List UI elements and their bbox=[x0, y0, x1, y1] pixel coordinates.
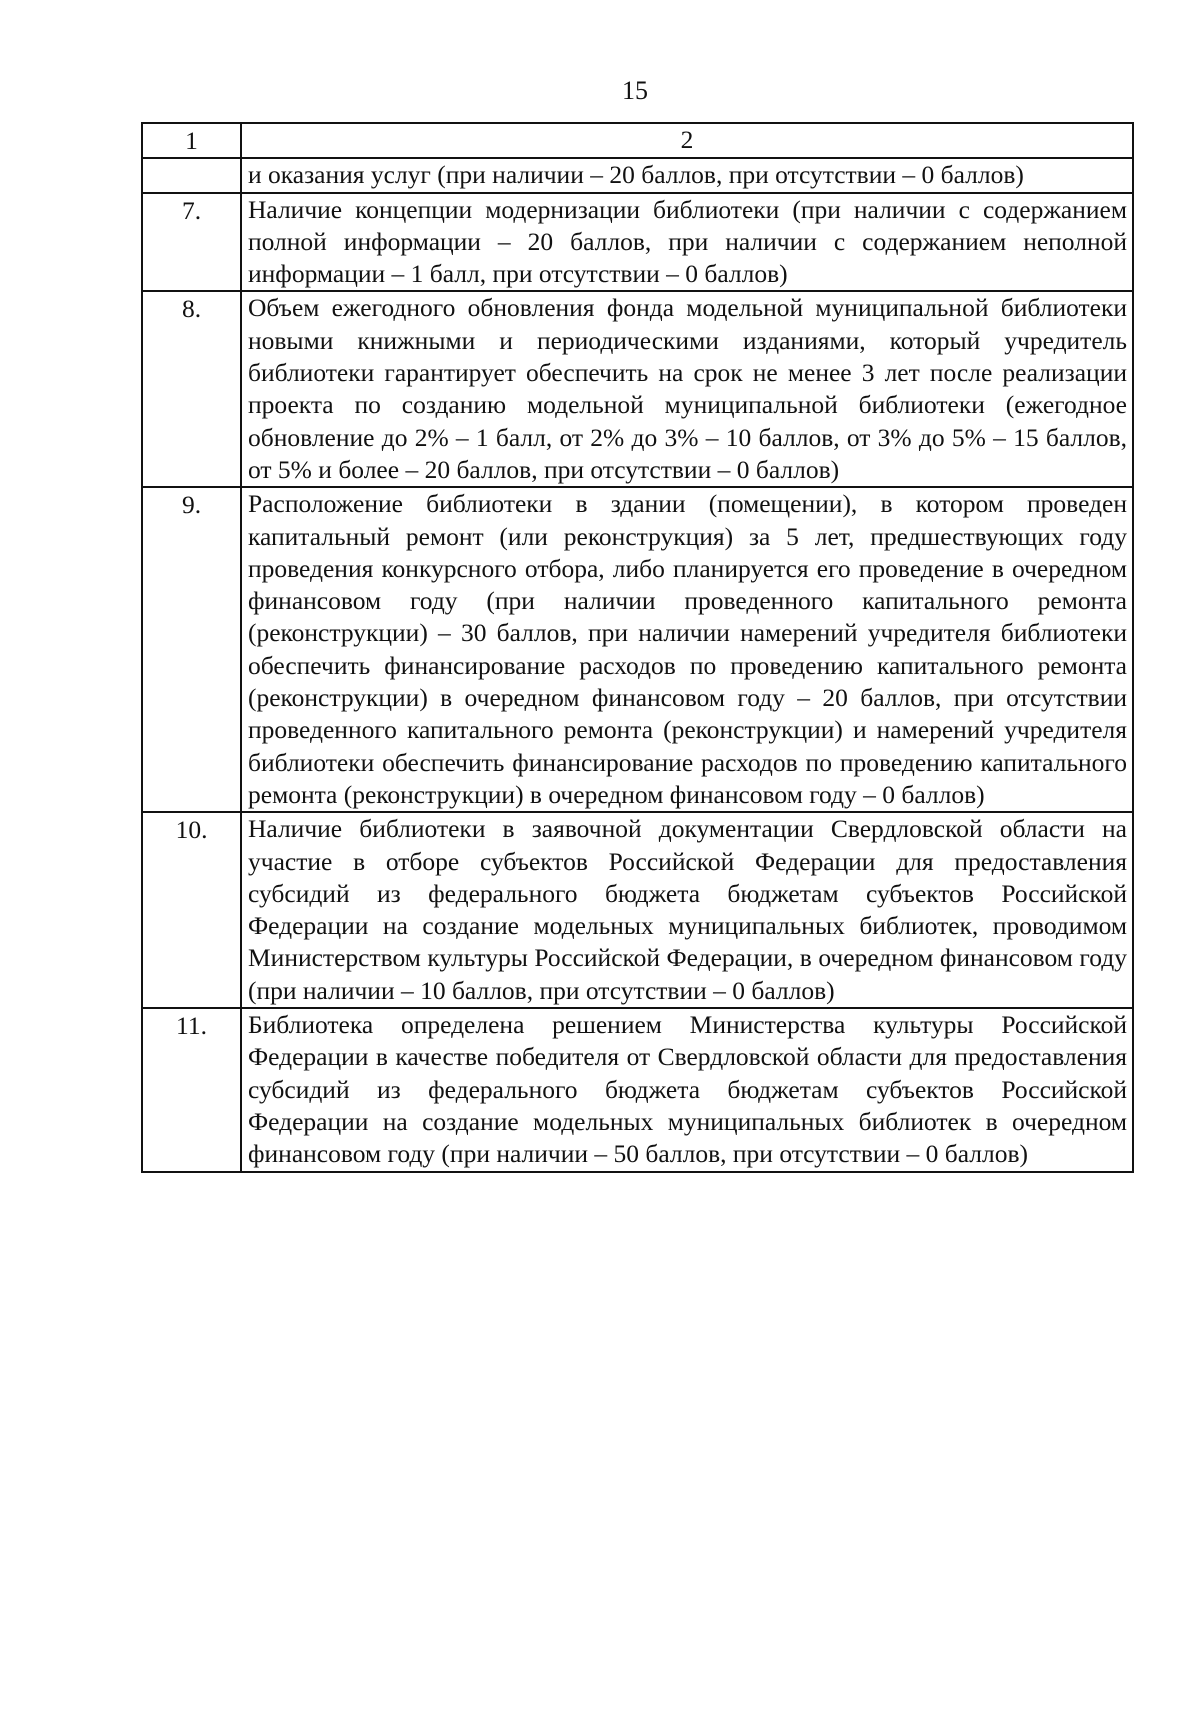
column-text-header: 2 bbox=[241, 123, 1133, 158]
row-number: 10. bbox=[142, 812, 241, 1008]
row-number: 7. bbox=[142, 193, 241, 292]
row-text: Библиотека определена решением Министерства культуры Российской Федерации в качестве победителя от Свердловской области для предоставления субсидий из федерального бюджета бюджетам субъектов Российской Федерации на создание модельных муниципальных библиотек в очередном финансовом году (при наличии – 50 баллов, при отсутствии – 0 баллов) bbox=[241, 1008, 1133, 1171]
row-number: 11. bbox=[142, 1008, 241, 1171]
table-row bbox=[142, 158, 1133, 192]
table-row bbox=[142, 291, 1133, 487]
row-number: 9. bbox=[142, 487, 241, 812]
table-header-row bbox=[142, 123, 1133, 158]
row-text: Объем ежегодного обновления фонда модельной муниципальной библиотеки новыми книжными и периодическими изданиями, который учредитель библиотеки гарантирует обеспечить на срок не менее 3 лет после реализации проекта по созданию модельной муниципальной библиотеки (ежегодное обновление до 2% – 1 балл, от 2% до 3% – 10 баллов, от 3% до 5% – 15 баллов, от 5% и более – 20 баллов, при отсутствии – 0 баллов) bbox=[241, 291, 1133, 487]
row-number bbox=[142, 158, 241, 192]
row-text: Наличие концепции модернизации библиотеки (при наличии с содержанием полной информации – 20 баллов, при наличии с содержанием неполной информации – 1 балл, при отсутствии – 0 баллов) bbox=[241, 193, 1133, 292]
page-number: 15 bbox=[622, 76, 648, 105]
table-row bbox=[142, 812, 1133, 1008]
row-text: Расположение библиотеки в здании (помещении), в котором проведен капитальный ремонт (или реконструкция) за 5 лет, предшествующих году проведения конкурсного отбора, либо планируется его проведение в очередном финансовом году (при наличии проведенного капитального ремонта (реконструкции) – 30 баллов, при наличии намерений учредителя библиотеки обеспечить финансирование расходов по проведению капитального ремонта (реконструкции) в очередном финансовом году – 20 баллов, при отсутствии проведенного капитального ремонта (реконструкции) и намерений учредителя библиотеки обеспечить финансирование расходов по проведению капитального ремонта (реконструкции) в очередном финансовом году – 0 баллов) bbox=[241, 487, 1133, 812]
column-number-header: 1 bbox=[142, 123, 241, 158]
row-number: 8. bbox=[142, 291, 241, 487]
table-row bbox=[142, 193, 1133, 292]
row-text: Наличие библиотеки в заявочной документации Свердловской области на участие в отборе субъектов Российской Федерации для предоставления субсидий из федерального бюджета бюджетам субъектов Российской Федерации на создание модельных муниципальных библиотек, проводимом Министерством культуры Российской Федерации, в очередном финансовом году (при наличии – 10 баллов, при отсутствии – 0 баллов) bbox=[241, 812, 1133, 1008]
table-row bbox=[142, 487, 1133, 812]
criteria-table bbox=[141, 122, 1134, 1173]
row-text: и оказания услуг (при наличии – 20 баллов, при отсутствии – 0 баллов) bbox=[241, 158, 1133, 192]
table-row bbox=[142, 1008, 1133, 1171]
